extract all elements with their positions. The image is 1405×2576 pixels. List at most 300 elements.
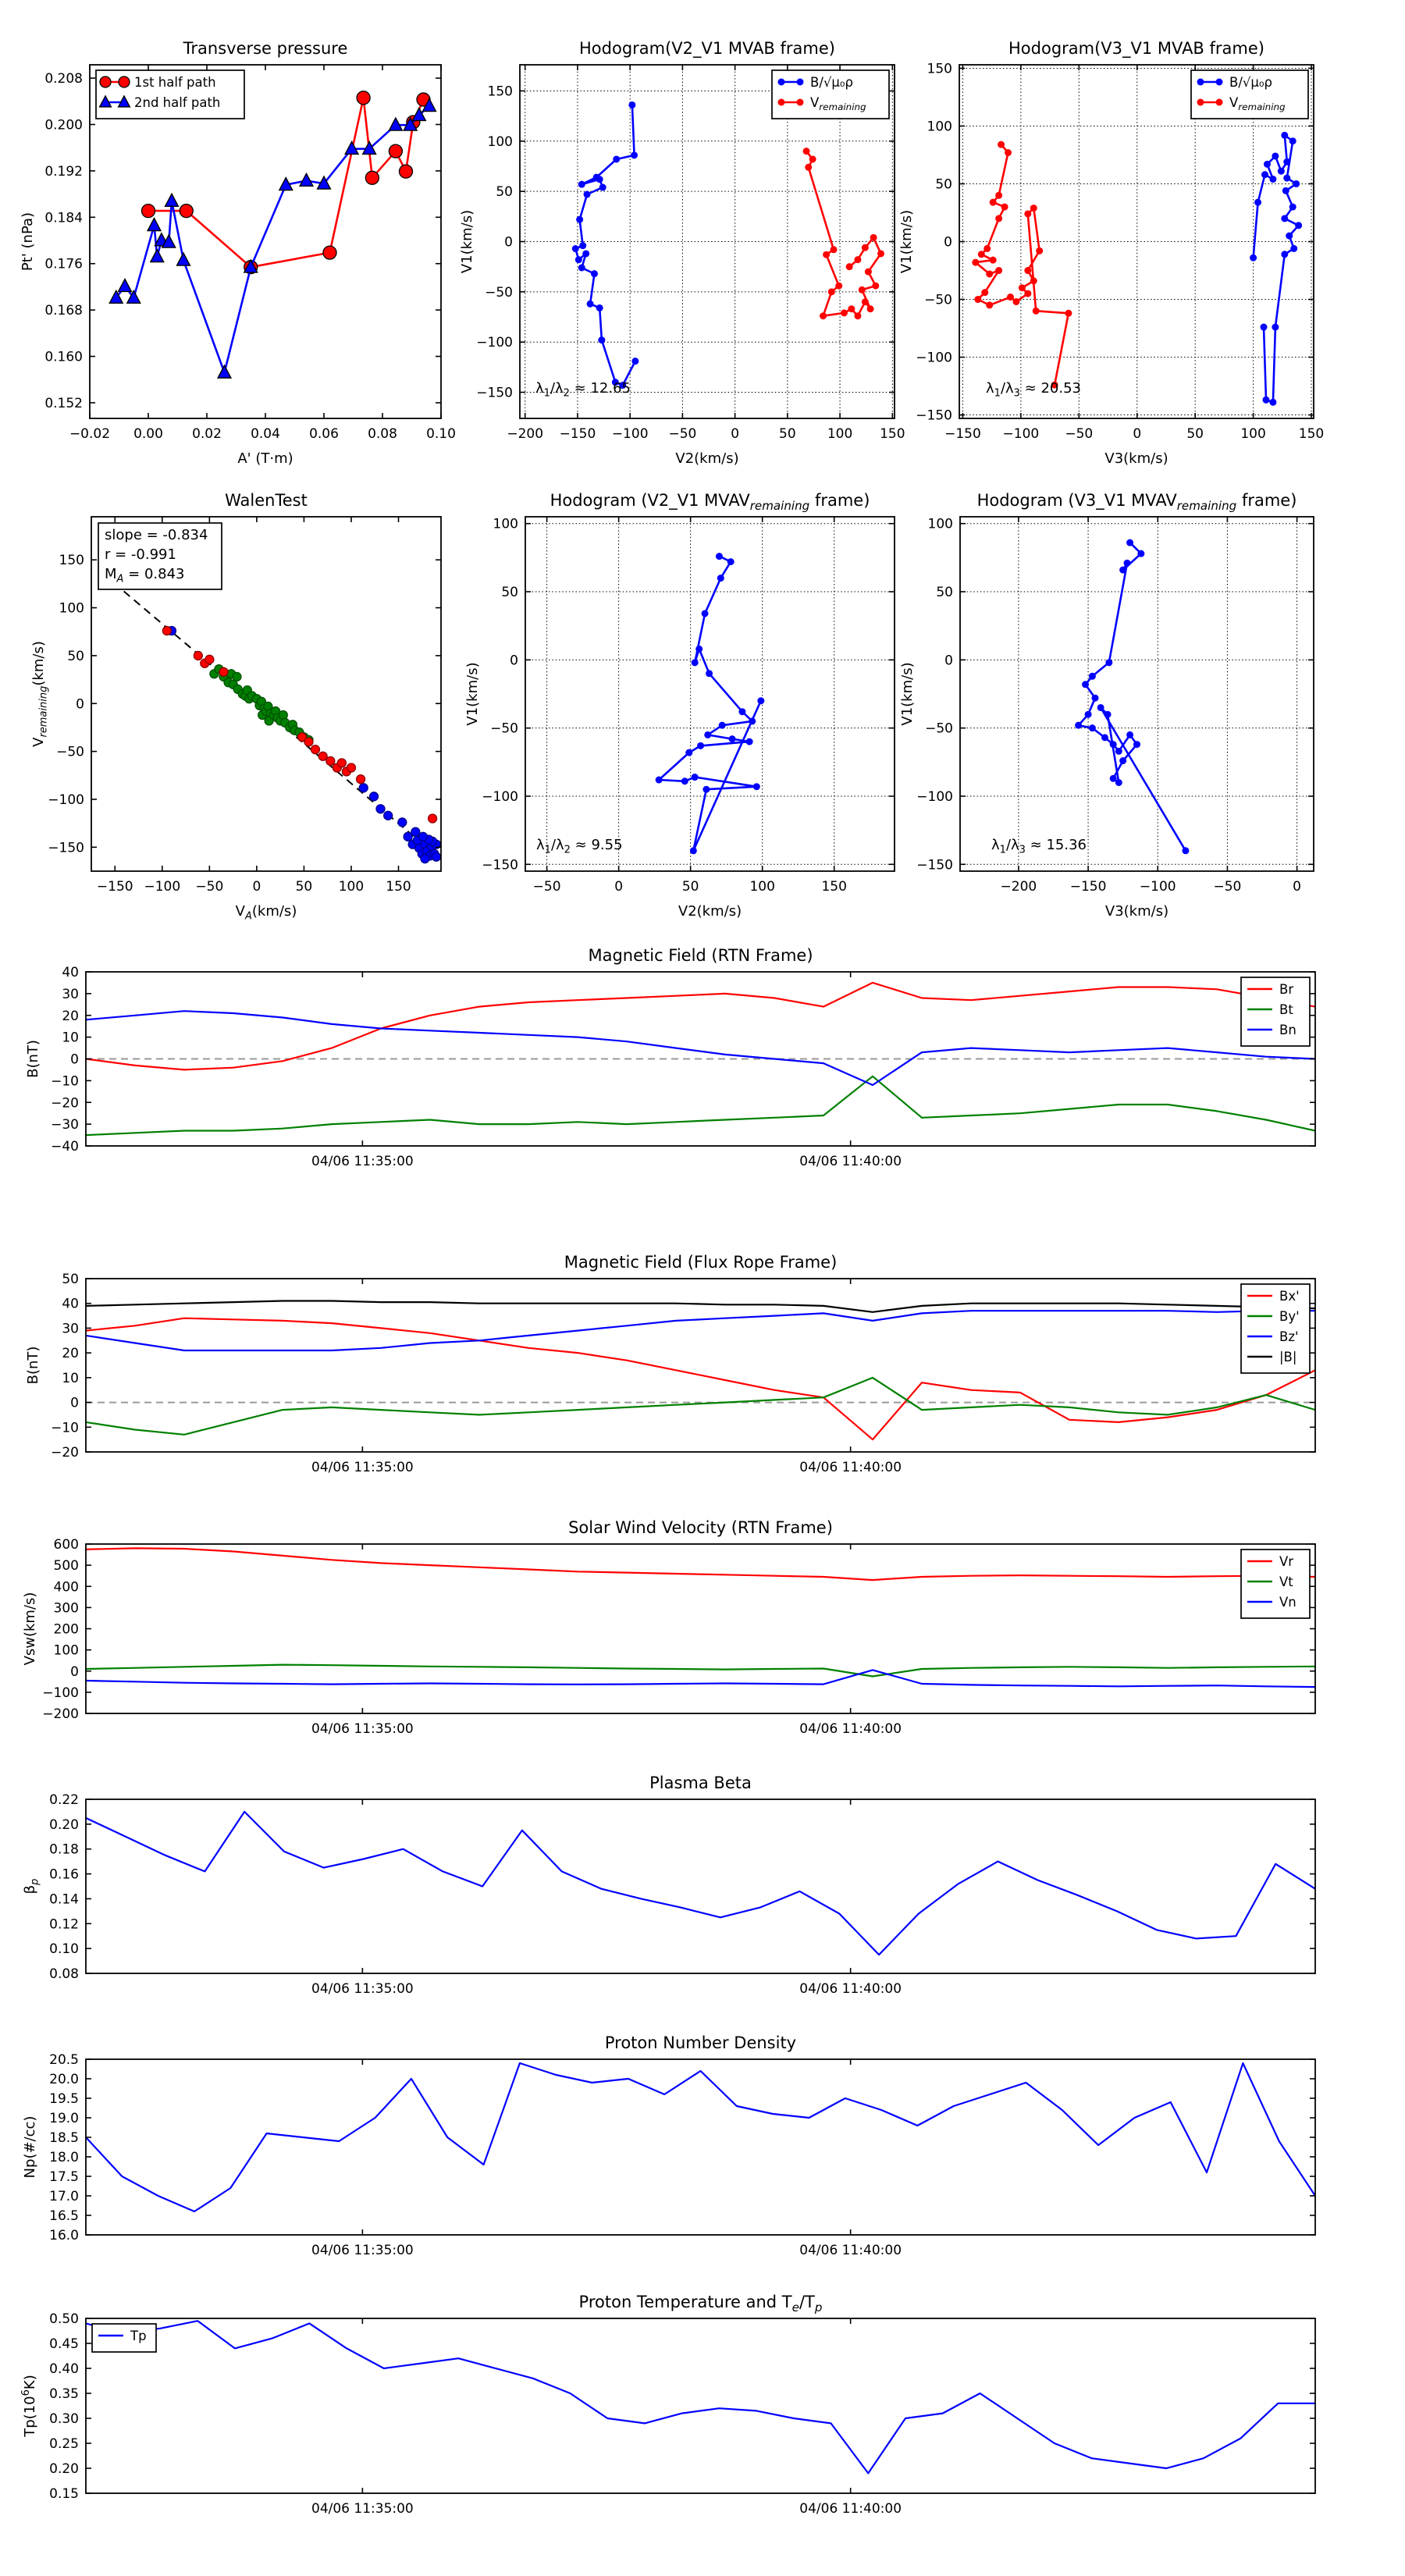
x-tick-label: 0: [1133, 426, 1142, 442]
x-tick-label: 0.06: [309, 426, 339, 442]
marker-dot: [613, 155, 620, 162]
x-tick-label: 04/06 11:40:00: [799, 2243, 902, 2258]
marker-dot: [628, 101, 635, 109]
marker-dot: [738, 708, 745, 715]
legend-box: [1241, 977, 1310, 1046]
marker-dot: [859, 286, 866, 294]
x-tick-label: 04/06 11:35:00: [311, 1154, 414, 1169]
x-tick-label: 04/06 11:35:00: [311, 1981, 414, 1997]
marker-dot: [867, 305, 874, 312]
marker-dot: [1283, 175, 1290, 182]
marker-dot: [805, 164, 812, 171]
y-tick-label: 19.0: [49, 2111, 79, 2126]
y-tick-label: −50: [924, 292, 952, 308]
annotation-text: $\lambda_1/\lambda_3 \approx 20.53$: [986, 380, 1081, 400]
y-tick-label: 0.50: [49, 2311, 79, 2327]
marker-dot: [778, 79, 785, 86]
marker-dot: [828, 288, 835, 295]
marker-dot: [1264, 161, 1271, 168]
y-tick-label: 20: [62, 1346, 79, 1362]
marker-dot: [572, 245, 579, 252]
marker-dot: [1119, 567, 1126, 574]
x-tick-label: 0.04: [251, 426, 280, 442]
legend-label: 2nd half path: [134, 95, 221, 110]
chart-title: Hodogram(V3_V1 MVAB frame): [1008, 39, 1264, 58]
marker-dot: [1250, 254, 1257, 262]
marker-dot: [359, 784, 368, 792]
chart-title: WalenTest: [225, 491, 308, 510]
annotation-line: $M_A = 0.843$: [105, 566, 185, 585]
marker-dot: [1101, 734, 1108, 741]
marker-dot: [1065, 310, 1072, 317]
y-tick-label: 0.14: [49, 1891, 79, 1908]
marker-dot: [848, 305, 855, 312]
marker-dot: [702, 610, 709, 617]
x-axis-label: A' (T·m): [237, 450, 293, 467]
y-tick-label: 19.5: [49, 2091, 79, 2107]
y-tick-label: 0: [944, 653, 953, 669]
marker-dot: [716, 553, 723, 560]
annotation-text: $\lambda_1/\lambda_3 \approx 15.36$: [991, 837, 1087, 856]
marker-dot: [1290, 245, 1297, 252]
marker-dot: [1281, 215, 1288, 222]
y-tick-label: 150: [487, 84, 513, 100]
x-tick-label: −50: [532, 879, 561, 895]
marker-circle: [180, 205, 193, 218]
legend-label: Vr: [1279, 1554, 1294, 1569]
marker-dot: [1216, 99, 1223, 106]
marker-dot: [587, 301, 594, 308]
marker-dot: [697, 742, 704, 749]
marker-dot: [1115, 748, 1122, 755]
marker-dot: [370, 792, 379, 801]
marker-dot: [854, 312, 861, 319]
marker-dot: [1126, 731, 1133, 738]
y-tick-label: −100: [48, 792, 84, 808]
y-tick-label: −50: [925, 720, 953, 737]
y-tick-label: −40: [51, 1139, 79, 1155]
marker-dot: [862, 298, 869, 305]
y-tick-label: 0.152: [44, 395, 83, 411]
y-tick-label: 0.160: [44, 349, 83, 365]
x-tick-label: 50: [779, 426, 796, 442]
marker-dot: [1024, 210, 1031, 217]
marker-dot: [1293, 180, 1300, 187]
legend-label: |B|: [1279, 1350, 1297, 1364]
y-tick-label: 20: [62, 1008, 79, 1024]
marker-dot: [1110, 741, 1117, 748]
y-tick-label: 100: [493, 516, 518, 532]
legend-label: Vt: [1279, 1574, 1293, 1589]
x-tick-label: 0: [1293, 879, 1302, 895]
y-tick-label: −10: [51, 1420, 79, 1436]
marker-dot: [1024, 290, 1031, 297]
marker-dot: [995, 192, 1002, 199]
marker-dot: [1007, 294, 1014, 301]
marker-dot: [1091, 695, 1098, 702]
marker-dot: [974, 296, 981, 303]
marker-dot: [757, 697, 764, 704]
marker-dot: [1286, 233, 1293, 240]
legend-label: By': [1279, 1309, 1300, 1324]
x-tick-label: −150: [96, 879, 133, 895]
marker-dot: [418, 832, 427, 841]
marker-dot: [831, 246, 838, 253]
marker-dot: [233, 672, 241, 681]
y-tick-label: −100: [916, 350, 952, 366]
y-axis-label: V1(km/s): [464, 662, 481, 726]
x-tick-label: 150: [821, 879, 847, 895]
y-tick-label: 0: [504, 234, 513, 251]
x-tick-label: 0: [614, 879, 624, 895]
marker-dot: [1272, 324, 1279, 331]
marker-dot: [1033, 308, 1040, 315]
marker-dot: [1197, 79, 1204, 86]
y-tick-label: −150: [916, 857, 953, 873]
y-tick-label: 500: [53, 1558, 79, 1574]
marker-dot: [692, 774, 699, 781]
marker-dot: [1197, 99, 1204, 106]
y-tick-label: 0.30: [49, 2411, 79, 2427]
y-tick-label: 100: [927, 119, 952, 135]
y-tick-label: 50: [935, 176, 952, 193]
marker-dot: [1283, 158, 1290, 165]
y-tick-label: 600: [53, 1537, 79, 1553]
x-tick-label: 150: [386, 879, 411, 895]
marker-dot: [990, 199, 997, 206]
marker-dot: [995, 215, 1002, 222]
marker-dot: [692, 659, 699, 666]
marker-dot: [1097, 704, 1104, 711]
marker-dot: [809, 155, 816, 162]
y-tick-label: 0.45: [49, 2336, 79, 2352]
marker-dot: [984, 245, 991, 252]
chart-title: Proton Temperature and $T_e/T_p$: [578, 2293, 823, 2314]
y-tick-label: −50: [490, 720, 518, 737]
marker-dot: [1254, 199, 1261, 206]
x-tick-label: −50: [668, 426, 697, 442]
marker-dot: [584, 191, 591, 198]
chart-title: Proton Number Density: [604, 2033, 797, 2052]
legend-label: Bx': [1279, 1289, 1300, 1304]
y-tick-label: −50: [485, 284, 513, 301]
marker-dot: [835, 283, 842, 290]
marker-dot: [429, 814, 437, 823]
marker-dot: [384, 811, 393, 820]
marker-dot: [981, 289, 988, 296]
marker-dot: [311, 745, 319, 754]
y-tick-label: 0: [70, 1663, 79, 1680]
marker-dot: [1019, 284, 1026, 291]
marker-dot: [1085, 711, 1092, 718]
y-tick-label: −100: [482, 788, 518, 805]
marker-dot: [695, 646, 702, 653]
marker-dot: [582, 250, 589, 257]
x-axis-label: V3(km/s): [1104, 450, 1168, 467]
chart-title: Magnetic Field (RTN Frame): [588, 946, 813, 965]
marker-dot: [685, 749, 692, 756]
legend-label: B/√μ₀ρ: [810, 75, 853, 90]
chart-title: Magnetic Field (Flux Rope Frame): [564, 1253, 838, 1272]
marker-circle: [365, 171, 379, 184]
marker-dot: [1133, 741, 1140, 748]
x-tick-label: −100: [1002, 426, 1040, 442]
y-axis-label: Vsw(km/s): [22, 1592, 38, 1666]
marker-dot: [1030, 205, 1037, 212]
marker-dot: [1282, 187, 1289, 194]
x-tick-label: 50: [1186, 426, 1204, 442]
marker-dot: [1216, 79, 1223, 86]
marker-dot: [1182, 847, 1189, 854]
x-tick-label: 04/06 11:35:00: [311, 2501, 414, 2517]
marker-dot: [326, 756, 335, 765]
legend-label: Bt: [1279, 1002, 1293, 1017]
marker-dot: [656, 777, 663, 784]
y-tick-label: −30: [51, 1117, 79, 1133]
marker-dot: [1104, 711, 1112, 718]
y-tick-label: 0.12: [49, 1916, 79, 1933]
y-tick-label: 20.5: [49, 2052, 79, 2068]
marker-dot: [797, 99, 804, 106]
x-tick-label: 04/06 11:40:00: [799, 1154, 902, 1169]
marker-dot: [578, 264, 585, 271]
marker-dot: [1262, 397, 1269, 404]
marker-dot: [347, 763, 355, 772]
y-tick-label: 0: [76, 696, 84, 713]
x-tick-label: −150: [944, 426, 981, 442]
marker-dot: [318, 752, 327, 760]
annotation-text: $\lambda_1/\lambda_2 \approx 12.65$: [535, 380, 631, 400]
y-tick-label: 30: [62, 1321, 79, 1337]
marker-dot: [746, 738, 753, 745]
y-tick-label: 50: [62, 1272, 79, 1287]
chart-title: Transverse pressure: [183, 39, 348, 58]
marker-dot: [749, 717, 756, 724]
marker-dot: [575, 256, 582, 263]
y-axis-label: $\beta_p$: [22, 1878, 41, 1895]
marker-dot: [704, 731, 711, 738]
y-tick-label: 0.40: [49, 2361, 79, 2377]
marker-dot: [432, 852, 440, 861]
chart-title: Plasma Beta: [649, 1774, 752, 1792]
x-tick-label: 04/06 11:35:00: [311, 1460, 414, 1475]
marker-dot: [797, 79, 804, 86]
y-tick-label: 0.08: [49, 1966, 79, 1982]
marker-dot: [978, 251, 985, 258]
y-tick-label: 18.0: [49, 2150, 79, 2165]
legend-label: $V_{remaining}$: [1229, 95, 1286, 112]
x-axis-label: $V_A(km/s)$: [235, 903, 297, 923]
x-tick-label: 04/06 11:35:00: [311, 2243, 414, 2258]
x-tick-label: −100: [144, 879, 181, 895]
y-axis-label: V1(km/s): [899, 662, 916, 726]
marker-dot: [599, 184, 606, 191]
marker-dot: [872, 283, 879, 290]
marker-dot: [1012, 298, 1019, 305]
y-tick-label: 10: [62, 1030, 79, 1046]
y-tick-label: 100: [487, 133, 513, 150]
marker-dot: [1281, 251, 1288, 258]
marker-dot: [598, 336, 605, 343]
marker-dot: [162, 627, 171, 635]
y-tick-label: 17.0: [49, 2189, 79, 2204]
marker-dot: [631, 151, 638, 158]
x-tick-label: −50: [1213, 879, 1242, 895]
y-tick-label: 0.18: [49, 1841, 79, 1858]
marker-dot: [1089, 724, 1096, 731]
marker-dot: [398, 818, 407, 827]
marker-dot: [1289, 204, 1297, 211]
x-tick-label: 04/06 11:40:00: [799, 1721, 902, 1737]
x-tick-label: −200: [507, 426, 544, 442]
marker-dot: [727, 558, 735, 565]
y-tick-label: −100: [476, 335, 513, 351]
y-tick-label: 0.184: [44, 210, 83, 226]
chart-title: Hodogram (V3_V1 $MVAV_{remaining}$ frame): [976, 491, 1297, 513]
x-tick-label: 04/06 11:35:00: [311, 1721, 414, 1737]
y-tick-label: 16.0: [49, 2228, 79, 2243]
x-axis-label: V3(km/s): [1104, 903, 1169, 920]
marker-dot: [1278, 168, 1285, 175]
marker-dot: [421, 855, 429, 863]
x-tick-label: 100: [749, 879, 775, 895]
legend-label: Tp: [130, 2329, 147, 2343]
legend-label: Vn: [1279, 1595, 1297, 1610]
y-tick-label: 200: [53, 1621, 79, 1638]
y-tick-label: 18.5: [49, 2130, 79, 2146]
marker-dot: [1089, 673, 1096, 680]
x-tick-label: −200: [1000, 879, 1037, 895]
marker-circle: [357, 91, 370, 105]
y-tick-label: 0.35: [49, 2386, 79, 2402]
marker-dot: [411, 827, 420, 836]
x-tick-label: 0.00: [133, 426, 163, 442]
annotation-line: r = -0.991: [105, 546, 176, 563]
x-tick-label: 150: [1298, 426, 1325, 442]
marker-circle: [119, 76, 130, 87]
legend-box: [92, 2324, 156, 2352]
legend-box: [1241, 1284, 1310, 1373]
y-tick-label: −20: [51, 1445, 79, 1461]
legend-label: B/√μ₀ρ: [1229, 75, 1272, 90]
marker-circle: [389, 144, 402, 158]
legend-label: $V_{remaining}$: [810, 95, 866, 112]
y-tick-label: 100: [59, 600, 84, 617]
marker-dot: [1272, 152, 1279, 159]
marker-dot: [1260, 324, 1267, 331]
marker-dot: [1024, 267, 1031, 274]
annotation-line: slope = -0.834: [105, 527, 208, 543]
marker-dot: [591, 270, 598, 277]
legend-label: Bz': [1279, 1329, 1299, 1344]
marker-dot: [194, 651, 202, 660]
marker-dot: [1124, 560, 1131, 567]
y-tick-label: 0.168: [44, 303, 83, 319]
marker-dot: [998, 141, 1005, 148]
marker-dot: [778, 99, 785, 106]
y-tick-label: 0: [510, 653, 518, 669]
y-tick-label: −100: [916, 788, 953, 805]
marker-dot: [854, 256, 861, 263]
x-tick-label: 50: [681, 879, 699, 895]
marker-dot: [865, 269, 872, 276]
x-tick-label: 150: [880, 426, 905, 442]
marker-dot: [1005, 149, 1012, 156]
marker-dot: [846, 263, 853, 270]
marker-dot: [729, 735, 736, 742]
x-tick-label: −100: [1139, 879, 1176, 895]
y-tick-label: 150: [59, 553, 84, 569]
y-tick-label: 400: [53, 1579, 79, 1596]
y-tick-label: 50: [67, 648, 84, 664]
marker-dot: [753, 783, 760, 790]
y-tick-label: 30: [62, 986, 79, 1002]
y-tick-label: −150: [48, 840, 84, 856]
marker-dot: [376, 805, 385, 813]
x-tick-label: 50: [295, 879, 313, 895]
marker-dot: [702, 786, 710, 793]
y-tick-label: 0.20: [49, 2461, 79, 2477]
marker-dot: [578, 181, 585, 188]
y-tick-label: 0.192: [44, 163, 83, 180]
x-tick-label: 100: [338, 879, 365, 895]
legend-label: Bn: [1279, 1023, 1297, 1037]
marker-dot: [1269, 176, 1276, 183]
x-tick-label: 100: [827, 426, 853, 442]
marker-dot: [877, 250, 884, 257]
marker-dot: [596, 176, 603, 183]
legend-label: 1st half path: [134, 75, 216, 90]
chart-title: Hodogram (V2_V1 $MVAV_{remaining}$ frame): [550, 491, 870, 513]
marker-dot: [706, 670, 713, 677]
y-axis-label: B(nT): [25, 1040, 41, 1078]
marker-dot: [803, 148, 810, 155]
marker-dot: [337, 759, 346, 767]
x-tick-label: −100: [611, 426, 649, 442]
y-tick-label: 10: [62, 1370, 79, 1386]
y-tick-label: −150: [482, 857, 518, 873]
y-tick-label: 50: [501, 585, 518, 601]
marker-circle: [142, 205, 155, 218]
y-tick-label: 300: [53, 1600, 79, 1617]
y-tick-label: 0.15: [49, 2486, 79, 2502]
marker-dot: [841, 309, 848, 316]
y-axis-label: $V_{remaining}(km/s)$: [30, 641, 50, 747]
marker-circle: [100, 76, 111, 87]
legend-box: [1241, 1550, 1310, 1618]
y-tick-label: 20.0: [49, 2072, 79, 2087]
marker-dot: [717, 575, 724, 582]
y-tick-label: 0: [944, 234, 952, 251]
y-tick-label: 16.5: [49, 2208, 79, 2224]
marker-dot: [1261, 171, 1268, 178]
y-tick-label: −100: [42, 1685, 79, 1701]
x-tick-label: 100: [1240, 426, 1266, 442]
y-tick-label: −150: [916, 407, 952, 424]
x-tick-label: −50: [195, 879, 224, 895]
y-axis-label: V1(km/s): [459, 209, 475, 274]
marker-dot: [719, 722, 726, 729]
marker-circle: [323, 246, 336, 259]
marker-dot: [1115, 779, 1122, 786]
marker-dot: [870, 234, 877, 241]
marker-dot: [357, 775, 365, 784]
y-axis-label: V1(km/s): [898, 209, 915, 274]
marker-dot: [1082, 681, 1089, 688]
marker-dot: [823, 251, 830, 258]
marker-dot: [1075, 722, 1082, 729]
marker-dot: [1126, 539, 1133, 546]
